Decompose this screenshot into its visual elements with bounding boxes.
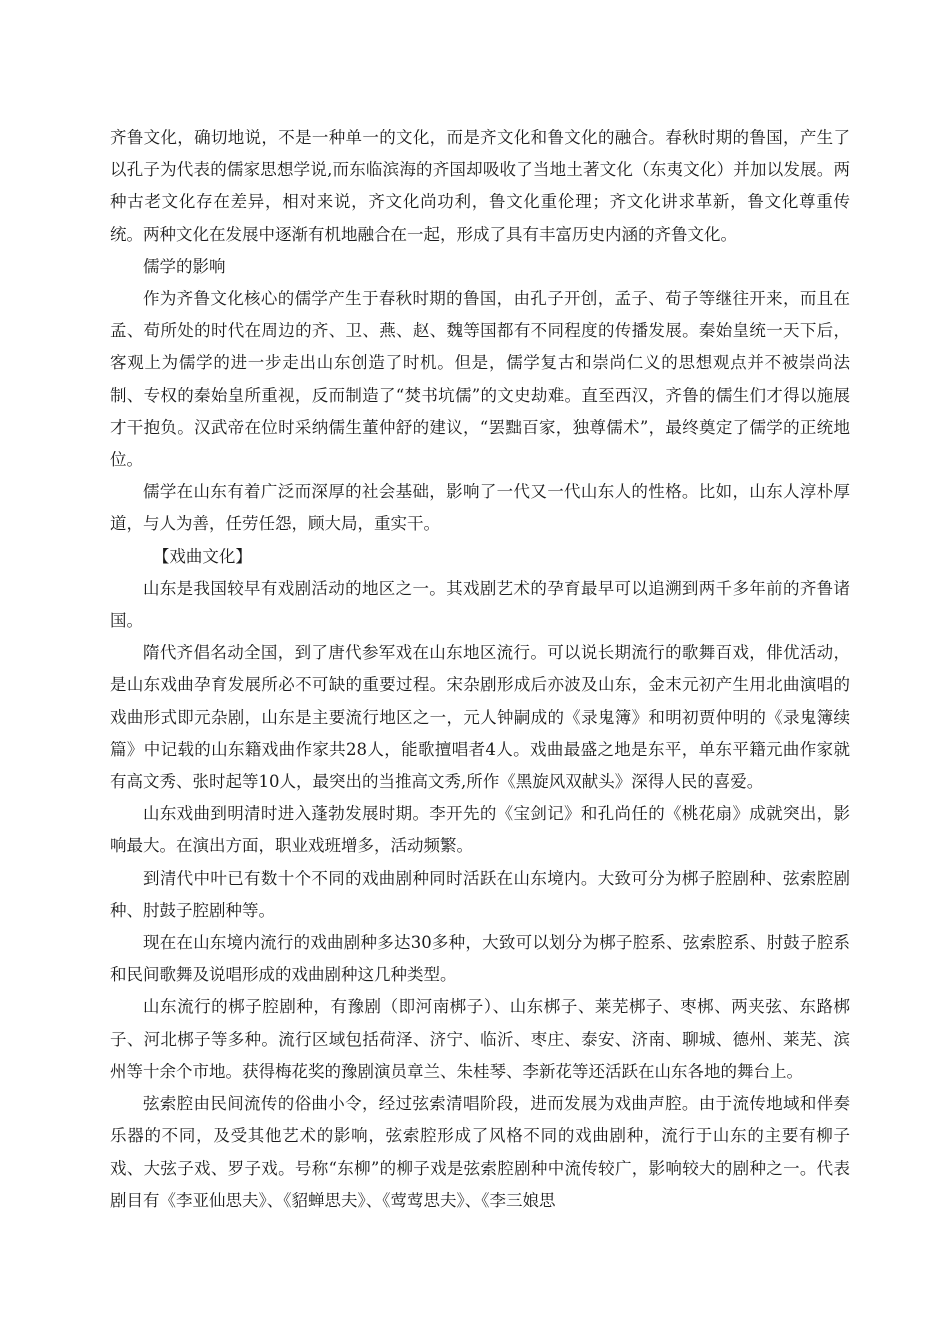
document-page — [110, 122, 850, 1217]
section-heading-opera: 【戏曲文化】 — [152, 546, 252, 566]
paragraph-opera-dynasties: 隋代齐倡名动全国，到了唐代参军戏在山东地区流行。可以说长期流行的歌舞百戏，俳优活动，是山东戏曲孕育发展所必不可缺的重要过程。宋杂剧形成后亦波及山东，金末元初产生用北曲演唱的戏曲形式即元杂剧，山东是主要流行地区之一，元人钟嗣成的《录鬼簿》和明初贾仲明的《录鬼簿续篇》中记载的山东籍戏曲作家共28人，能歌擅唱者4人。戏曲最盛之地是东平，单东平籍元曲作家就有高文秀、张时起等10人，最突出的当推高文秀,所作《黑旋风双献头》深得人民的喜爱。 — [110, 643, 850, 792]
paragraph-opera-qing-genres: 到清代中叶已有数十个不同的戏曲剧种同时活跃在山东境内。大致可分为梆子腔剧种、弦索腔剧种、肘鼓子腔剧种等。 — [110, 868, 850, 920]
paragraph-opera-ming-qing: 山东戏曲到明清时进入蓬勃发展时期。李开先的《宝剑记》和孔尚任的《桃花扇》成就突出，影响最大。在演出方面，职业戏班增多，活动频繁。 — [110, 804, 850, 856]
paragraph-opera-origin: 山东是我国较早有戏剧活动的地区之一。其戏剧艺术的孕育最早可以追溯到两千多年前的齐鲁诸国。 — [110, 578, 850, 631]
paragraph-bangzi: 山东流行的梆子腔剧种，有豫剧（即河南梆子）、山东梆子、莱芜梆子、枣梆、两夹弦、东路梆子、河北梆子等多种。流行区域包括荷泽、济宁、临沂、枣庄、泰安、济南、聊城、德州、莱芜、滨州等十余个市地。获得梅花奖的豫剧演员章兰、朱桂琴、李新花等还活跃在山东各地的舞台上。 — [110, 997, 850, 1081]
paragraph-confucianism-history: 作为齐鲁文化核心的儒学产生于春秋时期的鲁国，由孔子开创，孟子、荀子等继往开来，而且在孟、荀所处的时代在周边的齐、卫、燕、赵、魏等国都有不同程度的传播发展。秦始皇统一天下后，客观上为儒学的进一步走出山东创造了时机。但是，儒学复古和崇尚仁义的思想观点并不被崇尚法制、专权的秦始皇所重视，反而制造了“焚书坑儒”的文史劫难。直至西汉，齐鲁的儒生们才得以施展才干抱负。汉武帝在位时采纳儒生董仲舒的建议，“罢黜百家，独尊儒术”，最终奠定了儒学的正统地位。 — [110, 289, 850, 470]
section-heading-confucianism: 儒学的影响 — [143, 256, 226, 276]
paragraph-xiansuo: 弦索腔由民间流传的俗曲小令，经过弦索清唱阶段，进而发展为戏曲声腔。由于流传地域和伴奏乐器的不同，及受其他艺术的影响，弦索腔形成了风格不同的戏曲剧种，流行于山东的主要有柳子戏、大弦子戏、罗子戏。号称“东柳”的柳子戏是弦索腔剧种中流传较广，影响较大的剧种之一。代表剧目有《李亚仙思夫》、《貂蝉思夫》、《莺莺思夫》、《李三娘思 — [110, 1094, 850, 1210]
paragraph-confucianism-influence: 儒学在山东有着广泛而深厚的社会基础，影响了一代又一代山东人的性格。比如，山东人淳朴厚道，与人为善，任劳任怨，顾大局，重实干。 — [110, 482, 850, 534]
paragraph-intro: 齐鲁文化，确切地说，不是一种单一的文化，而是齐文化和鲁文化的融合。春秋时期的鲁国，产生了以孔子为代表的儒家思想学说,而东临滨海的齐国却吸收了当地土著文化（东夷文化）并加以发展。两种古老文化存在差异，相对来说，齐文化尚功利，鲁文化重伦理；齐文化讲求革新，鲁文化尊重传统。两种文化在发展中逐渐有机地融合在一起，形成了具有丰富历史内涵的齐鲁文化。 — [110, 128, 850, 244]
paragraph-opera-modern: 现在在山东境内流行的戏曲剧种多达30多种，大致可以划分为梆子腔系、弦索腔系、肘鼓子腔系和民间歌舞及说唱形成的戏曲剧种这几种类型。 — [110, 933, 850, 985]
